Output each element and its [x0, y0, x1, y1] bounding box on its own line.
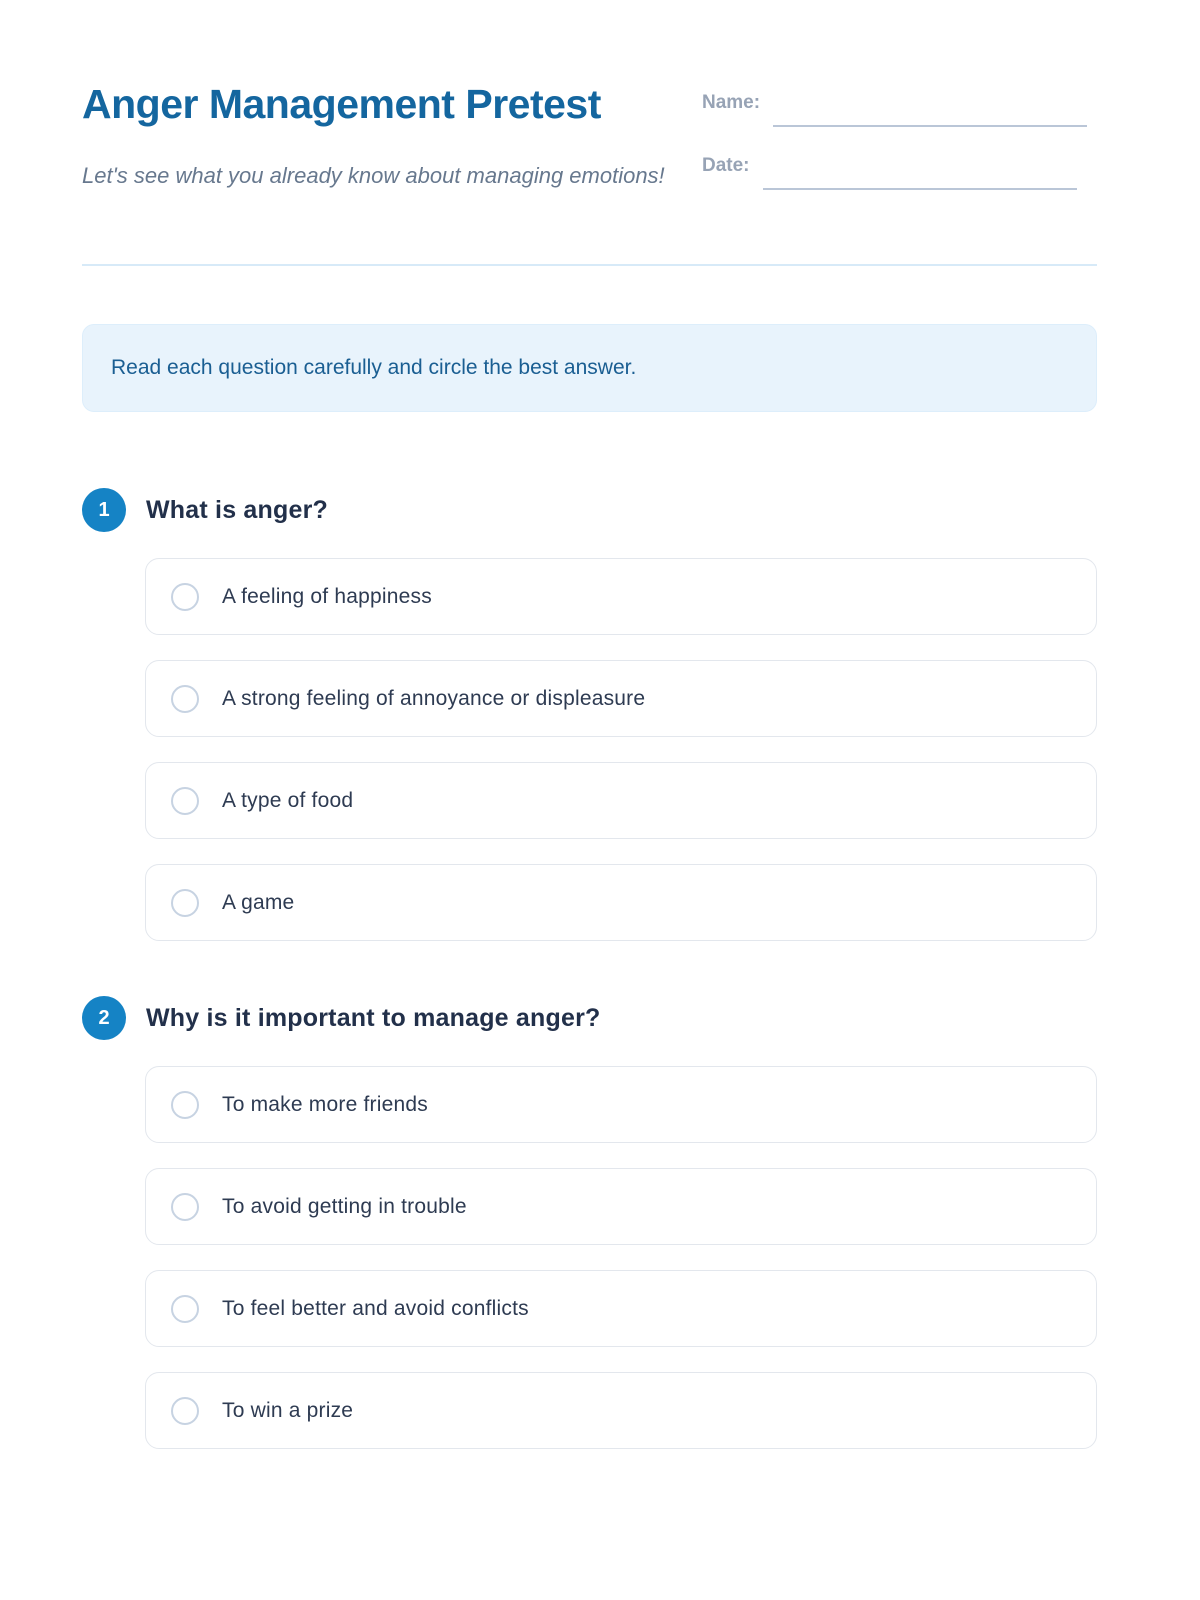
question-title: What is anger?: [146, 495, 328, 524]
page-title: Anger Management Pretest: [82, 81, 601, 127]
title-block: [82, 78, 672, 197]
page-subtitle: Let's see what you already know about managing emotions!: [82, 163, 665, 189]
answer-option-label: To make more friends: [222, 1092, 428, 1116]
answer-option[interactable]: [145, 1168, 1097, 1245]
answer-option[interactable]: [145, 864, 1097, 941]
answer-option-label: A game: [222, 890, 295, 914]
radio-circle-icon[interactable]: [171, 1193, 199, 1221]
radio-circle-icon[interactable]: [171, 583, 199, 611]
answer-option-label: To feel better and avoid conflicts: [222, 1296, 529, 1320]
name-label: Name:: [702, 92, 761, 113]
answer-option[interactable]: [145, 660, 1097, 737]
radio-circle-icon[interactable]: [171, 685, 199, 713]
worksheet-header: [82, 78, 1097, 216]
radio-circle-icon[interactable]: [171, 1397, 199, 1425]
question-2-section: [82, 996, 1097, 1449]
date-input-line[interactable]: [763, 153, 1077, 190]
question-1-header: [82, 488, 1097, 532]
answer-option[interactable]: [145, 1270, 1097, 1347]
radio-circle-icon[interactable]: [171, 787, 199, 815]
radio-circle-icon[interactable]: [171, 1091, 199, 1119]
question-1-section: [82, 488, 1097, 941]
question-2-header: [82, 996, 1097, 1040]
answer-option[interactable]: [145, 558, 1097, 635]
answer-option[interactable]: [145, 1066, 1097, 1143]
answer-option[interactable]: [145, 1372, 1097, 1449]
answer-option-label: A strong feeling of annoyance or displeasure: [222, 686, 646, 710]
question-number-badge: 1: [82, 488, 126, 532]
name-field-row: [702, 90, 1097, 127]
answer-option[interactable]: [145, 762, 1097, 839]
date-field-row: [702, 153, 1097, 190]
instruction-box: [82, 324, 1097, 412]
radio-circle-icon[interactable]: [171, 889, 199, 917]
question-number-badge: 2: [82, 996, 126, 1040]
answer-option-label: To win a prize: [222, 1398, 354, 1422]
radio-circle-icon[interactable]: [171, 1295, 199, 1323]
name-date-block: [702, 78, 1097, 216]
header-divider: [82, 264, 1097, 266]
question-title: Why is it important to manage anger?: [146, 1003, 601, 1032]
answer-option-label: To avoid getting in trouble: [222, 1194, 467, 1218]
date-label: Date:: [702, 155, 750, 176]
answer-option-label: A type of food: [222, 788, 354, 812]
question-1-options: [145, 558, 1097, 941]
answer-option-label: A feeling of happiness: [222, 584, 432, 608]
name-input-line[interactable]: [773, 90, 1087, 127]
instruction-text: Read each question carefully and circle the best answer.: [111, 356, 637, 379]
question-2-options: [145, 1066, 1097, 1449]
